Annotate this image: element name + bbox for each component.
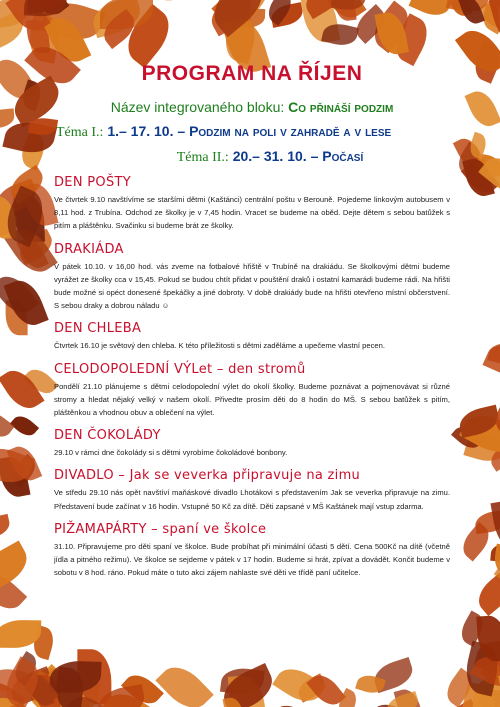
section-text: Čtvrtek 16.10 je světový den chleba. K této příležitosti s dětmi zaděláme a upečeme vlastní pecen. (54, 341, 385, 351)
autumn-leaf-decoration (472, 570, 500, 616)
section-divadlo (54, 468, 450, 512)
theme-two-dash: – (310, 148, 319, 164)
section-pizamaparty (54, 522, 450, 580)
section-heading: DEN POŠTY (54, 175, 131, 190)
autumn-leaf-decoration (150, 0, 182, 5)
autumn-leaf-decoration (465, 87, 500, 132)
theme-one-name: Podzim na poli v zahradě a v lese (189, 123, 392, 139)
theme-one-dash: – (177, 123, 186, 139)
autumn-leaf-decoration (483, 335, 500, 386)
theme-two-dates: 20.– 31. 10. (232, 148, 307, 164)
section-heading: CELODOPOLEDNÍ VÝLet – den stromů (54, 361, 306, 377)
section-den-stromu (54, 362, 450, 420)
theme-one-dates: 1.– 17. 10. (107, 123, 174, 139)
section-heading: DRAKIÁDA (54, 241, 124, 257)
theme-two-line (54, 148, 450, 166)
section-heading: DIVADLO – Jak se veverka připravuje na zimu (54, 468, 361, 484)
theme-one-label: Téma I.: (56, 125, 104, 140)
section-den-posty (54, 175, 450, 233)
autumn-leaf-decoration (0, 514, 12, 540)
autumn-leaf-decoration (156, 658, 214, 707)
section-heading: PIŽAMAPÁRTY – spaní ve školce (54, 521, 267, 537)
section-text: 31.10. Připravujeme pro děti spaní ve školce. Bude probíhat při minimální účasti 5 dětí. Cena 500Kč na dítě (včetně jídla a pitného režimu). Ve školce se sejdeme v pátek v 17 hodin. Budeme si hrát, zpívat a dovádět. Končit budeme v sobotu v 8 hod. ráno. Pokud máte o tuto akci zájem nahlaste své děti ve třídě paní učitelce. (54, 541, 450, 578)
autumn-leaf-decoration (274, 701, 305, 707)
section-drakiada (54, 242, 450, 313)
theme-one-line (54, 123, 450, 141)
section-text: Pondělí 21.10 plánujeme s dětmi celodopolední výlet do okolí školky. Budeme poznávat a pojmenovávat si různé stromy a hledat nějaký velký v našem okolí. Přivedte prosím děti do 8 hodin do MŠ. S sebou batůžek s pitím, pláštěnkou a vhodnou obuv a oblečení na výlet. (54, 381, 450, 418)
program-document (54, 62, 450, 579)
section-den-chleba (54, 321, 450, 352)
section-heading: DEN ČOKOLÁDY (54, 428, 161, 444)
autumn-leaf-decoration (0, 406, 14, 443)
section-text: V pátek 10.10. v 16,00 hod. vás zveme na fotbalové hřiště v Trubíně na drakiádu. Se školkovými dětmi budeme vyrážet ze školky cca v 15,45. Pokud se budou chtít přidat v pouštění draků i ostatní kamarádi budeme rádi. Na hřišti bude možné si opéct donesené špekáčky a jiné dobroty. V době drakiády bude na hřišti otevřeno místní občerstvení. S sebou draky a dobrou náladu ☺ (54, 261, 450, 311)
section-text: Ve středu 29.10 nás opět navštíví maňáskové divadlo Lhotákovi s představením Jak se veverka připravuje na zimu. Představení bude začínat v 16 hodin. Vstupné 50 Kč za dítě. Děti zapsané v MŠ Kaštánek mají vstup zdarma. (54, 488, 450, 511)
block-label: Název integrovaného bloku: (110, 99, 285, 115)
page-title: PROGRAM NA ŘÍJEN (141, 62, 363, 85)
section-den-cokolady (54, 428, 450, 459)
block-name: Co přináší podzim (288, 99, 394, 115)
section-text: Ve čtvrtek 9.10 navštívíme se staršími dětmi (Kaštánci) centrální poštu v Berouně. Pojedeme linkovým autobusem v 8,11 hod. z Trubína. Odchod ze školky je v 7,45 hodin. Vracet se budeme na oběd. Dejte dětem s sebou batůžek s pitím a pláštěnku. Svačinku si budeme brát ze školky. (54, 195, 450, 231)
section-heading: DEN CHLEBA (54, 321, 142, 337)
theme-two-name: Počasí (322, 148, 364, 164)
section-text: 29.10 v rámci dne čokolády si s dětmi vyrobíme čokoládové bonbony. (54, 448, 288, 458)
theme-two-label: Téma II.: (176, 150, 229, 165)
integrated-block-line (54, 99, 450, 115)
